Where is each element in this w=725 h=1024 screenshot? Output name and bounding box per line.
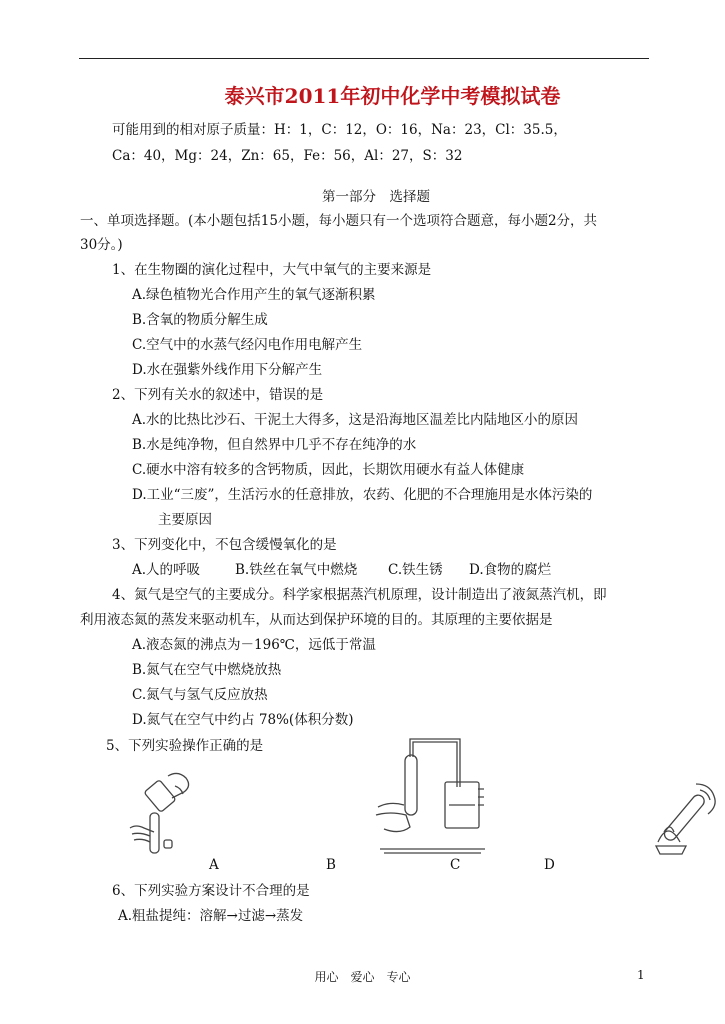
q3-option-b: B.铁丝在氧气中燃烧 bbox=[235, 562, 358, 578]
q2-option-d-line-2: 主要原因 bbox=[158, 512, 212, 528]
q1-option-d: D.水在强紫外线作用下分解产生 bbox=[132, 362, 323, 378]
q3-option-d: D.食物的腐烂 bbox=[469, 562, 552, 578]
section-instructions-line-1: 一、单项选择题。(本小题包括15小题，每小题只有一个选项符合题意，每小题2分，共 bbox=[80, 213, 598, 229]
figure-label-a: A bbox=[209, 857, 219, 873]
q3-option-a: A.人的呼吸 bbox=[132, 562, 201, 578]
section-instructions-line-2: 30分。) bbox=[80, 237, 123, 253]
q2-option-b: B.水是纯净物，但自然界中几乎不存在纯净的水 bbox=[132, 437, 417, 453]
q5-stem: 5、下列实验操作正确的是 bbox=[106, 738, 264, 754]
q3-option-c: C.铁生锈 bbox=[388, 562, 443, 578]
atomic-mass-line-1: 可能用到的相对原子质量：H：1，C：12，O：16，Na：23，Cl：35.5， bbox=[112, 122, 567, 138]
q4-option-c: C.氮气与氢气反应放热 bbox=[132, 687, 268, 703]
q4-option-a: A.液态氮的沸点为－196℃，远低于常温 bbox=[132, 637, 376, 653]
q6-option-a: A.粗盐提纯：溶解→过滤→蒸发 bbox=[118, 908, 304, 924]
q2-stem: 2、下列有关水的叙述中，错误的是 bbox=[112, 387, 324, 403]
q4-option-b: B.氮气在空气中燃烧放热 bbox=[132, 662, 282, 678]
header-rule bbox=[79, 58, 649, 59]
q4-stem-line-1: 4、氮气是空气的主要成分。科学家根据蒸汽机原理，设计制造出了液氮蒸汽机，即 bbox=[112, 587, 607, 603]
q2-option-a: A.水的比热比沙石、干泥土大得多，这是沿海地区温差比内陆地区小的原因 bbox=[132, 412, 579, 428]
q6-stem: 6、下列实验方案设计不合理的是 bbox=[112, 883, 310, 899]
figure-label-d: D bbox=[544, 857, 555, 873]
atomic-mass-line-2: Ca：40，Mg：24，Zn：65，Fe：56，Al：27，S：32 bbox=[112, 148, 463, 164]
figure-label-b: B bbox=[326, 857, 336, 873]
q1-option-c: C.空气中的水蒸气经闪电作用电解产生 bbox=[132, 337, 363, 353]
q1-option-b: B.含氧的物质分解生成 bbox=[132, 312, 268, 328]
page-footer: 用心 爱心 专心 bbox=[314, 970, 411, 984]
part-heading: 第一部分 选择题 bbox=[322, 189, 430, 205]
figure-label-c: C bbox=[450, 857, 461, 873]
lab-figure-d-heating bbox=[650, 780, 722, 855]
q1-option-a: A.绿色植物光合作用产生的氧气逐渐积累 bbox=[132, 287, 376, 303]
q1-stem: 1、在生物圈的演化过程中，大气中氧气的主要来源是 bbox=[112, 262, 432, 278]
lab-figure-a-pouring bbox=[120, 768, 210, 858]
exam-title: 泰兴市2011年初中化学中考模拟试卷 bbox=[224, 84, 561, 108]
q3-stem: 3、下列变化中，不包含缓慢氧化的是 bbox=[112, 537, 337, 553]
page-number: 1 bbox=[637, 968, 645, 982]
lab-figure-b-test-tube bbox=[370, 737, 495, 859]
q2-option-d-line-1: D.工业“三废”，生活污水的任意排放，农药、化肥的不合理施用是水体污染的 bbox=[132, 487, 593, 503]
q4-option-d: D.氮气在空气中约占 78%(体积分数) bbox=[132, 712, 354, 728]
q2-option-c: C.硬水中溶有较多的含钙物质，因此，长期饮用硬水有益人体健康 bbox=[132, 462, 525, 478]
q4-stem-line-2: 利用液态氮的蒸发来驱动机车，从而达到保护环境的目的。其原理的主要依据是 bbox=[80, 612, 553, 628]
